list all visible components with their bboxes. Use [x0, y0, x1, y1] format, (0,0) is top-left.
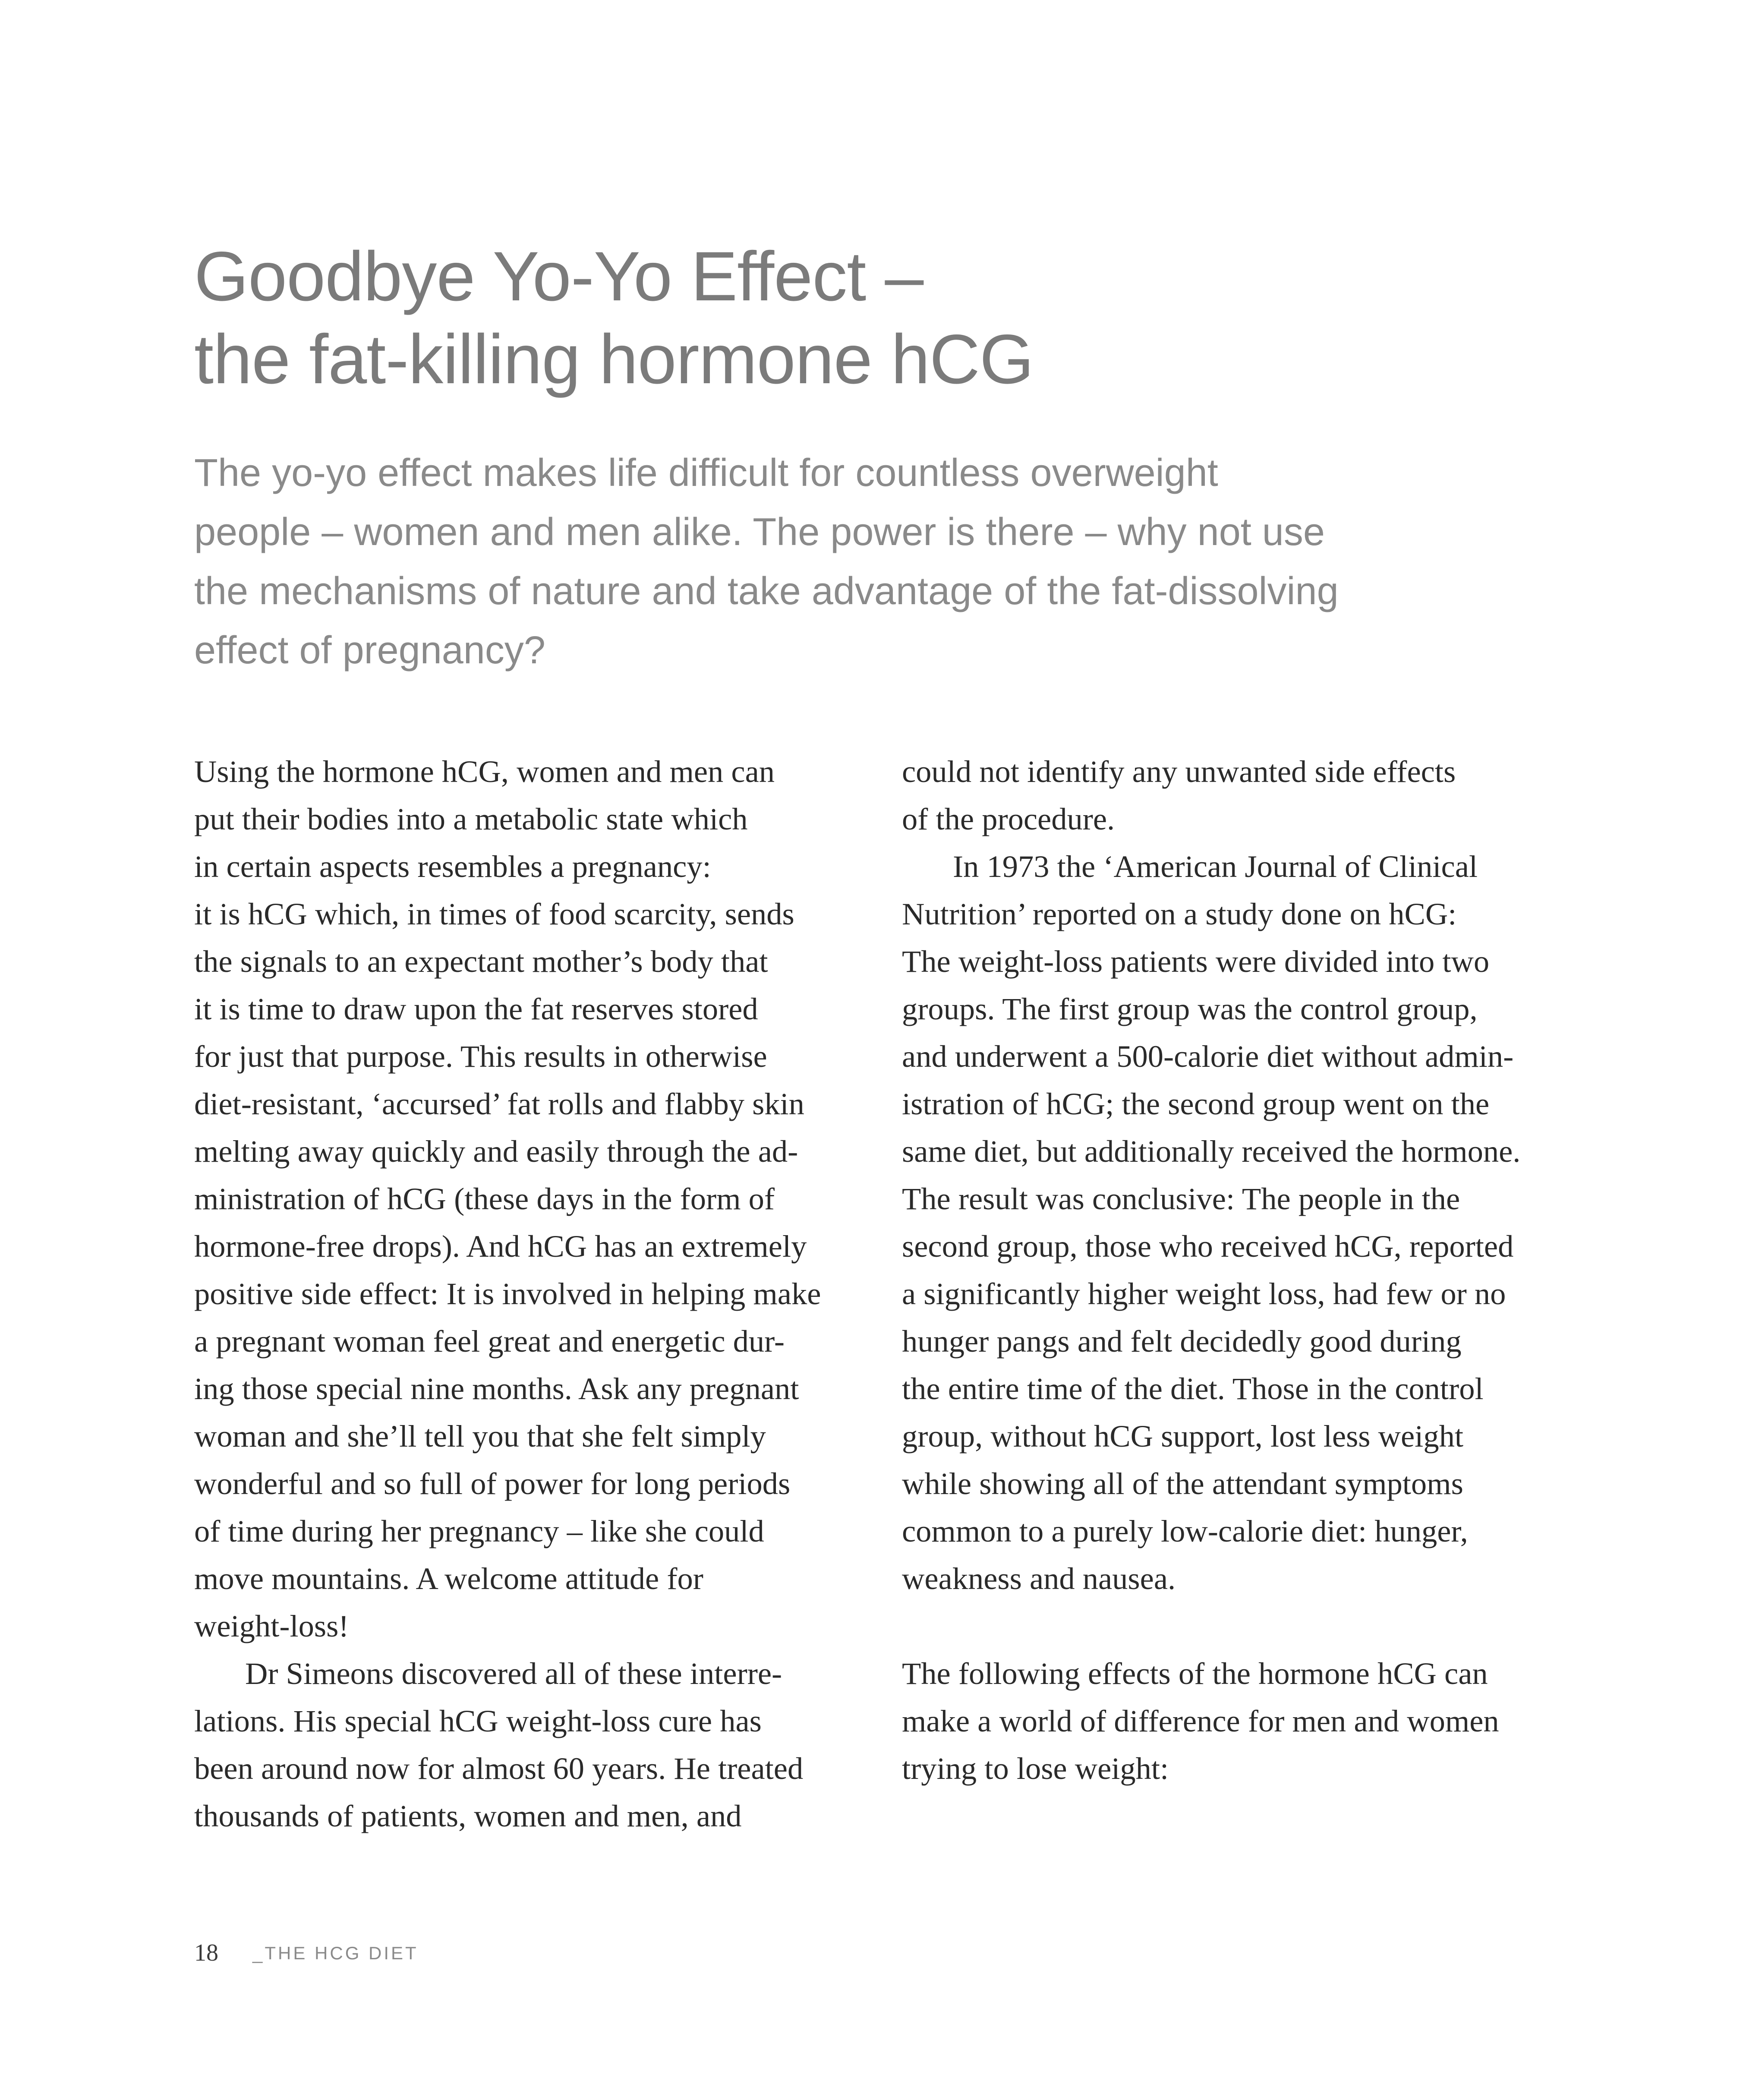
body-line: put their bodies into a metabolic state which — [194, 801, 748, 836]
paragraph-spacer — [902, 1602, 1592, 1650]
body-line: Dr Simeons discovered all of these interre- — [245, 1656, 782, 1691]
body-line: a pregnant woman feel great and energetic dur- — [194, 1324, 785, 1359]
body-line: while showing all of the attendant symptoms — [902, 1466, 1463, 1501]
body-line: could not identify any unwanted side effects — [902, 754, 1456, 789]
body-column-left — [194, 748, 867, 1840]
body-line: of the procedure. — [902, 801, 1115, 836]
body-line: The weight-loss patients were divided into two — [902, 944, 1490, 979]
chapter-title-line-2: the fat-killing hormone hCG — [194, 320, 1034, 398]
lead-line: effect of pregnancy? — [194, 629, 545, 672]
body-line: lations. His special hCG weight-loss cure has — [194, 1703, 762, 1738]
body-line: common to a purely low-calorie diet: hunger, — [902, 1514, 1468, 1548]
body-line: thousands of patients, women and men, and — [194, 1798, 742, 1833]
body-line: ministration of hCG (these days in the form of — [194, 1181, 775, 1216]
body-line: hunger pangs and felt decidedly good during — [902, 1324, 1462, 1359]
body-line: groups. The first group was the control group, — [902, 991, 1478, 1026]
body-line: second group, those who received hCG, reported — [902, 1229, 1514, 1264]
lead-line: The yo-yo effect makes life difficult for countless overweight — [194, 451, 1218, 495]
body-line: ing those special nine months. Ask any pregnant — [194, 1371, 799, 1406]
body-line: The result was conclusive: The people in the — [902, 1181, 1460, 1216]
body-line: woman and she’ll tell you that she felt simply — [194, 1419, 766, 1454]
body-line: Nutrition’ reported on a study done on hCG: — [902, 896, 1457, 931]
body-line: hormone-free drops). And hCG has an extremely — [194, 1229, 807, 1264]
body-line: group, without hCG support, lost less weight — [902, 1419, 1463, 1454]
body-line: weakness and nausea. — [902, 1561, 1176, 1596]
body-line: weight-loss! — [194, 1608, 349, 1643]
body-line: trying to lose weight: — [902, 1751, 1169, 1786]
body-column-right — [902, 748, 1592, 1792]
body-line: wonderful and so full of power for long periods — [194, 1466, 791, 1501]
body-line: for just that purpose. This results in otherwise — [194, 1039, 767, 1074]
body-line: the entire time of the diet. Those in the control — [902, 1371, 1484, 1406]
lead-paragraph — [194, 444, 1618, 680]
chapter-title — [194, 235, 1575, 401]
chapter-title-line-1: Goodbye Yo-Yo Effect – — [194, 237, 924, 315]
body-line: it is time to draw upon the fat reserves stored — [194, 991, 758, 1026]
body-line: it is hCG which, in times of food scarcity, sends — [194, 896, 794, 931]
body-line: of time during her pregnancy – like she could — [194, 1514, 764, 1548]
lead-line: the mechanisms of nature and take advantage of the fat-dissolving — [194, 570, 1339, 613]
body-line: and underwent a 500-calorie diet without admin- — [902, 1039, 1514, 1074]
body-line: Using the hormone hCG, women and men can — [194, 754, 775, 789]
body-line: been around now for almost 60 years. He treated — [194, 1751, 804, 1786]
body-line: in certain aspects resembles a pregnancy: — [194, 849, 711, 884]
body-line: the signals to an expectant mother’s body that — [194, 944, 768, 979]
lead-line: people – women and men alike. The power is there – why not use — [194, 511, 1325, 554]
body-line: The following effects of the hormone hCG can — [902, 1656, 1488, 1691]
body-line: move mountains. A welcome attitude for — [194, 1561, 703, 1596]
body-line: istration of hCG; the second group went on the — [902, 1086, 1490, 1121]
body-line: same diet, but additionally received the hormone. — [902, 1134, 1521, 1169]
body-line: make a world of difference for men and women — [902, 1703, 1499, 1738]
body-line: positive side effect: It is involved in helping make — [194, 1276, 821, 1311]
body-line: melting away quickly and easily through the ad- — [194, 1134, 798, 1169]
body-line: In 1973 the ‘American Journal of Clinical — [953, 849, 1478, 884]
body-line: diet-resistant, ‘accursed’ fat rolls and flabby skin — [194, 1086, 804, 1121]
running-head: _THE HCG DIET — [252, 1943, 419, 1963]
body-line: a significantly higher weight loss, had few or no — [902, 1276, 1506, 1311]
page-number: 18 — [194, 1939, 218, 1966]
